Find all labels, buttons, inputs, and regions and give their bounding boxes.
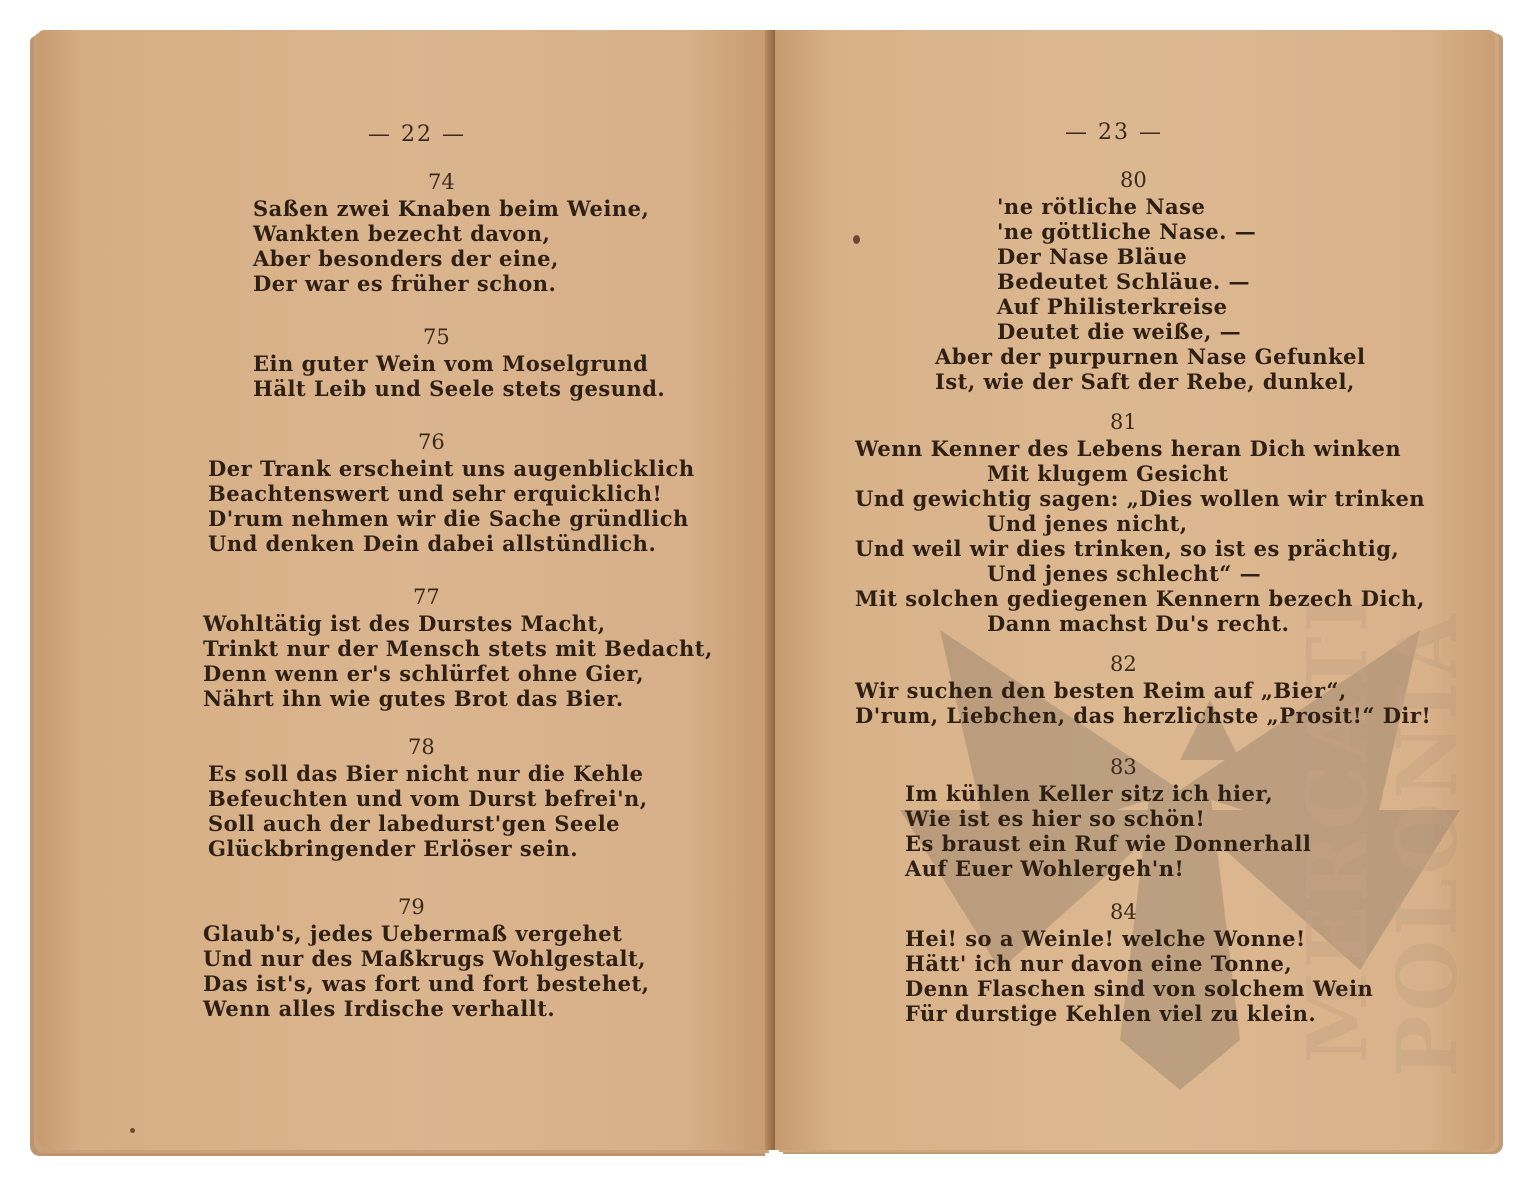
verse-82 (855, 652, 1431, 728)
verse-line: Das ist's, was fort und fort bestehet, (203, 971, 650, 996)
verse-number: 75 (423, 325, 450, 349)
verse-74 (253, 170, 649, 296)
verse-line: Für durstige Kehlen viel zu klein. (905, 1001, 1317, 1026)
ink-speck (130, 1128, 135, 1133)
verse-line: Nährt ihn wie gutes Brot das Bier. (203, 686, 624, 711)
verse-line: Der Trank erscheint uns augenblicklich (208, 456, 695, 481)
left-page (38, 30, 773, 1150)
verse-line: 'ne göttliche Nase. — (997, 219, 1257, 244)
page-number-22: — 22 — (368, 122, 466, 147)
verse-line: Und gewichtig sagen: „Dies wollen wir trinken (855, 486, 1426, 511)
verse-line: Mit solchen gediegenen Kennern bezech Dich, (855, 586, 1425, 611)
verse-number: 80 (1120, 168, 1147, 192)
verse-line: Ist, wie der Saft der Rebe, dunkel, (935, 369, 1355, 394)
verse-line: Soll auch der labedurst'gen Seele (208, 811, 621, 836)
verse-line: Es braust ein Ruf wie Donnerhall (905, 831, 1312, 856)
verse-80 (895, 168, 1365, 394)
verse-line: Ein guter Wein vom Moselgrund (253, 351, 649, 376)
verse-78 (208, 735, 648, 861)
verse-line: Auf Philisterkreise (997, 294, 1228, 319)
verse-line: Dann machst Du's recht. (987, 611, 1290, 636)
verse-line: Wohltätig ist des Durstes Macht, (203, 611, 606, 636)
verse-line: Und nur des Maßkrugs Wohlgestalt, (203, 946, 646, 971)
verse-number: 82 (1110, 652, 1137, 676)
verse-line: Hei! so a Weinle! welche Wonne! (905, 926, 1306, 951)
verse-75 (253, 325, 665, 401)
verse-line: 'ne rötliche Nase (997, 194, 1206, 219)
verse-79 (203, 895, 649, 1021)
ink-speck (853, 235, 860, 244)
right-page (775, 30, 1495, 1150)
verse-77 (203, 585, 713, 711)
verse-line: Wie ist es hier so schön! (905, 806, 1206, 831)
verse-number: 78 (408, 735, 435, 759)
verse-line: Wankten bezecht davon, (253, 221, 551, 246)
watermark-text-1: MERCATI (1290, 590, 1386, 1064)
verse-line: Denn wenn er's schlürfet ohne Gier, (203, 661, 645, 686)
verse-number: 76 (418, 430, 445, 454)
verse-number: 83 (1110, 755, 1137, 779)
verse-number: 79 (398, 895, 425, 919)
verse-line: Im kühlen Keller sitz ich hier, (905, 781, 1274, 806)
verse-line: Aber besonders der eine, (253, 246, 559, 271)
verse-line: Deutet die weiße, — (997, 319, 1242, 344)
verse-83 (905, 755, 1311, 881)
verse-line: Der war es früher schon. (253, 271, 557, 296)
verse-line: Es soll das Bier nicht nur die Kehle (208, 761, 644, 786)
verse-line: Glaub's, jedes Uebermaß vergehet (203, 921, 623, 946)
verse-84 (905, 900, 1373, 1026)
verse-number: 74 (428, 170, 455, 194)
verse-line: Bedeutet Schläue. — (997, 269, 1251, 294)
verse-line: Und jenes nicht, (987, 511, 1188, 536)
open-booklet (30, 30, 1505, 1160)
verse-line: Aber der purpurnen Nase Gefunkel (935, 344, 1366, 369)
verse-line: Auf Euer Wohlergeh'n! (905, 856, 1185, 881)
verse-number: 84 (1110, 900, 1137, 924)
verse-line: Hätt' ich nur davon eine Tonne, (905, 951, 1293, 976)
verse-line: Befeuchten und vom Durst befrei'n, (208, 786, 648, 811)
verse-line: D'rum nehmen wir die Sache gründlich (208, 506, 689, 531)
watermark-text-2: POLONIA (1380, 610, 1476, 1078)
verse-line: Wir suchen den besten Reim auf „Bier“, (855, 678, 1347, 703)
verse-line: Saßen zwei Knaben beim Weine, (253, 196, 650, 221)
verse-line: Mit klugem Gesicht (987, 461, 1229, 486)
verse-number: 81 (1110, 410, 1137, 434)
page-number-23: — 23 — (1065, 120, 1163, 145)
verse-line: Denn Flaschen sind von solchem Wein (905, 976, 1374, 1001)
verse-76 (208, 430, 695, 556)
verse-line: Und denken Dein dabei allstündlich. (208, 531, 657, 556)
verse-line: Und jenes schlecht“ — (987, 561, 1262, 586)
verse-line: Hält Leib und Seele stets gesund. (253, 376, 666, 401)
verse-line: D'rum, Liebchen, das herzlichste „Prosit!“ Dir! (855, 703, 1432, 728)
verse-81 (855, 410, 1425, 636)
verse-line: Wenn Kenner des Lebens heran Dich winken (855, 436, 1402, 461)
verse-line: Beachtenswert und sehr erquicklich! (208, 481, 663, 506)
verse-line: Der Nase Bläue (997, 244, 1188, 269)
verse-line: Wenn alles Irdische verhallt. (203, 996, 556, 1021)
verse-line: Trinkt nur der Mensch stets mit Bedacht, (203, 636, 713, 661)
verse-line: Glückbringender Erlöser sein. (208, 836, 579, 861)
verse-line: Und weil wir dies trinken, so ist es prächtig, (855, 536, 1400, 561)
verse-number: 77 (413, 585, 440, 609)
